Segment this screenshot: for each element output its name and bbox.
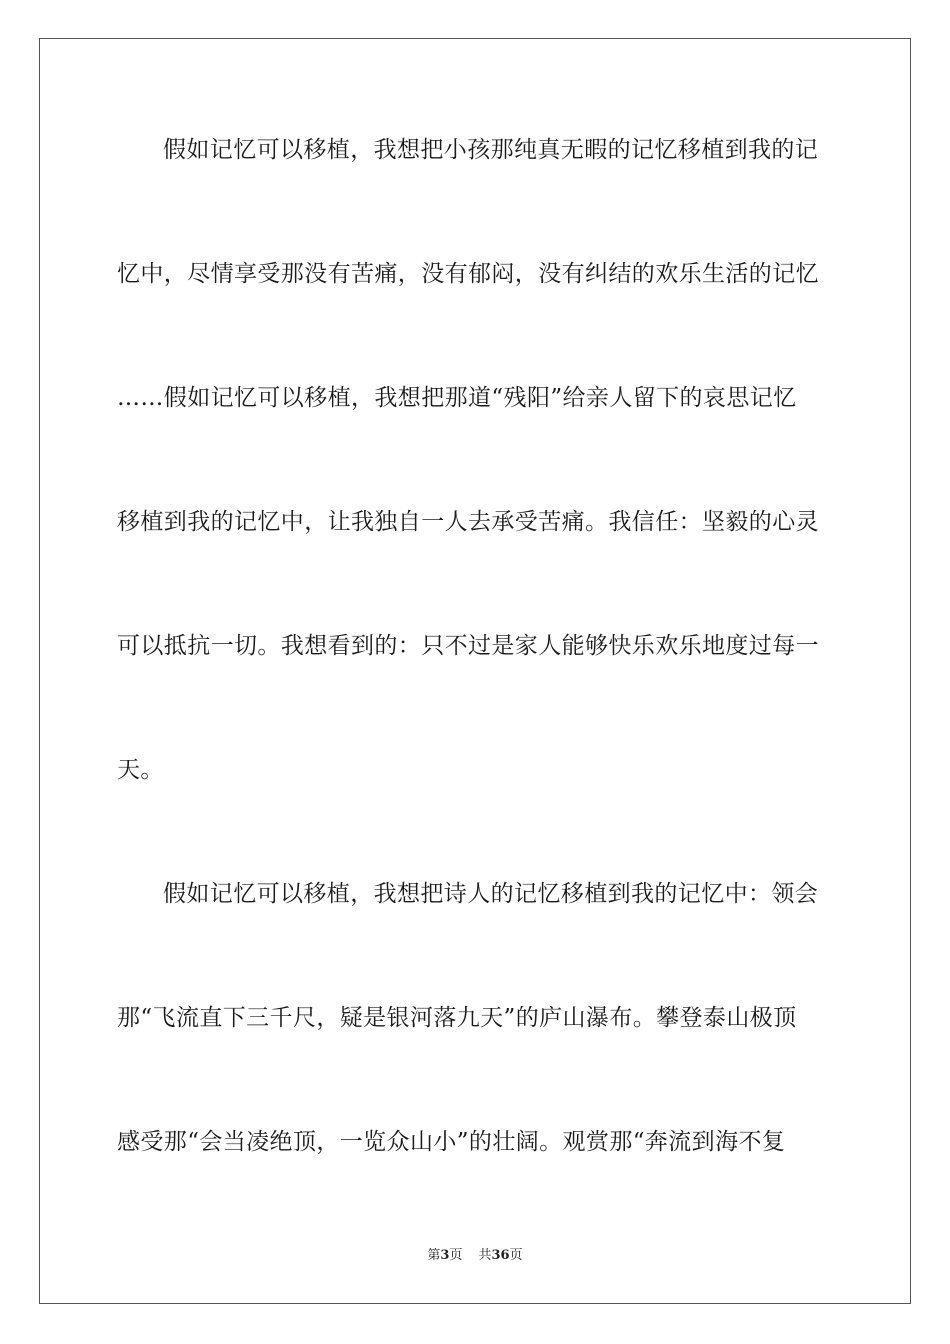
page-border: [39, 38, 911, 1304]
paragraph-line-1: 假如记忆可以移植，我想把小孩那纯真无暇的记忆移植到我的记: [163, 137, 819, 163]
page-footer: [0, 1246, 950, 1266]
total-prefix: 共: [478, 1248, 492, 1263]
paragraph-line-5: 可以抵抗一切。我想看到的：只不过是家人能够快乐欢乐地度过每一: [117, 633, 819, 659]
page-prefix: 第: [427, 1248, 441, 1263]
paragraph-line-7: 假如记忆可以移植，我想把诗人的记忆移植到我的记忆中：领会: [163, 881, 819, 907]
paragraph-line-8: 那“飞流直下三千尺，疑是银河落九天”的庐山瀑布。攀登泰山极顶: [117, 1005, 797, 1031]
paragraph-line-3: ……假如记忆可以移植，我想把那道“残阳”给亲人留下的哀思记忆: [117, 385, 797, 411]
page-suffix: 页: [449, 1248, 463, 1263]
paragraph-line-2: 忆中，尽情享受那没有苦痛，没有郁闷，没有纠结的欢乐生活的记忆: [117, 261, 819, 287]
page-number: 3: [440, 1248, 450, 1263]
paragraph-line-6: 天。: [117, 757, 164, 783]
paragraph-line-4: 移植到我的记忆中，让我独自一人去承受苦痛。我信任：坚毅的心灵: [117, 509, 819, 535]
paragraph-line-9: 感受那“会当凌绝顶，一览众山小”的壮阔。观赏那“奔流到海不复: [117, 1129, 786, 1155]
total-suffix: 页: [509, 1248, 523, 1263]
total-pages: 36: [491, 1248, 510, 1263]
